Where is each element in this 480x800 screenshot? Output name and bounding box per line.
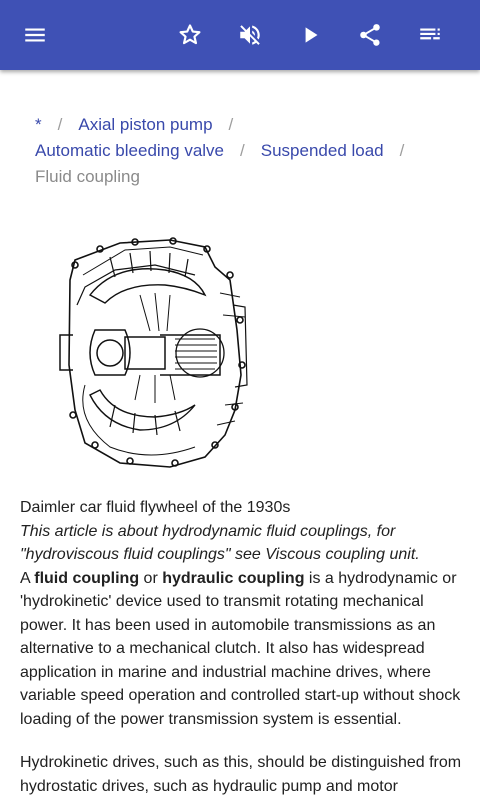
paragraph-intro — [20, 567, 465, 732]
text-run: A — [20, 569, 35, 587]
play-button[interactable] — [287, 11, 335, 59]
menu-icon — [22, 22, 48, 48]
breadcrumb-current: Fluid coupling — [35, 167, 140, 186]
breadcrumb-separator: / — [228, 115, 234, 134]
term-fluid-coupling: fluid coupling — [34, 569, 140, 587]
figure-caption: Daimler car fluid flywheel of the 1930s — [20, 499, 291, 516]
breadcrumb-separator: / — [399, 141, 405, 160]
text-run: or — [139, 569, 163, 587]
favorite-button[interactable] — [166, 11, 214, 59]
breadcrumb-separator: / — [57, 115, 63, 134]
share-icon — [357, 22, 383, 48]
mute-button[interactable] — [226, 11, 274, 59]
breadcrumb-link-automatic-bleeding-valve[interactable]: Automatic bleeding valve — [35, 141, 225, 160]
volume-off-icon — [237, 22, 263, 48]
app-toolbar — [0, 0, 480, 70]
breadcrumb-link-suspended-load[interactable]: Suspended load — [260, 141, 384, 160]
menu-button[interactable] — [11, 11, 59, 59]
breadcrumb-link-axial-piston-pump[interactable]: Axial piston pump — [78, 115, 213, 134]
breadcrumb-link-home[interactable]: * — [35, 115, 42, 134]
fluid-coupling-drawing — [55, 235, 270, 475]
hatnote[interactable]: This article is about hydrodynamic fluid couplings, for "hydroviscous fluid couplings" see Viscous coupling unit. — [20, 522, 420, 563]
playlist-icon — [417, 22, 443, 48]
article-figure[interactable] — [55, 235, 270, 475]
text-run: is a hydrodynamic or 'hydrokinetic' device used to transmit rotating mechanical power. It has been used in automobile transmissions as an alternative to a mechanical clutch. It also has widespread application in marine and industrial machine drives, where variable speed operation and controlled start-up without shock loading of the power transmission system is essential. — [20, 569, 461, 728]
breadcrumb — [35, 112, 455, 190]
contents-button[interactable] — [406, 11, 454, 59]
article-body — [20, 496, 465, 798]
play-icon — [298, 22, 324, 48]
star-outline-icon — [177, 22, 203, 48]
share-button[interactable] — [346, 11, 394, 59]
paragraph-hydrokinetic: Hydrokinetic drives, such as this, should be distinguished from hydrostatic drives, such as hydraulic pump and motor — [20, 754, 462, 795]
term-hydraulic-coupling: hydraulic coupling — [162, 569, 305, 587]
breadcrumb-separator: / — [240, 141, 245, 160]
